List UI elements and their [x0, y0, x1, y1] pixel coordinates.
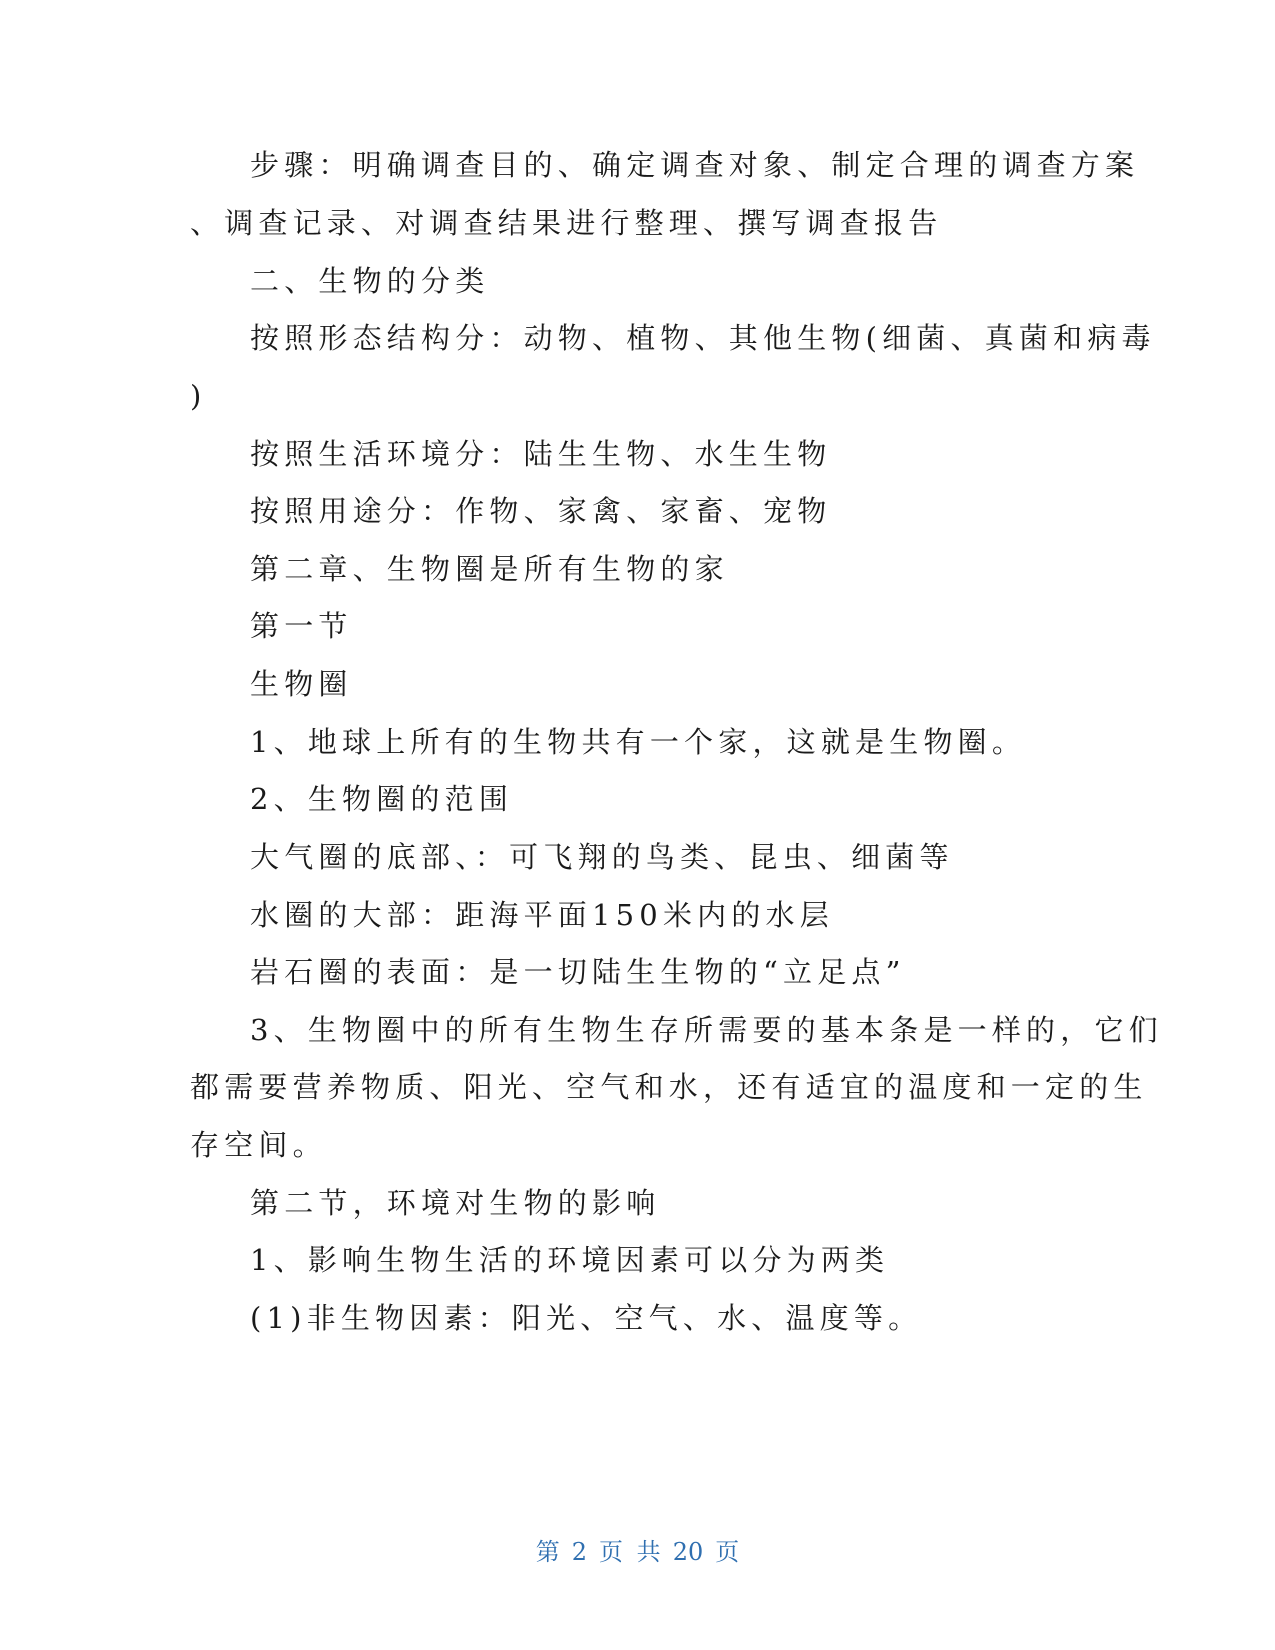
footer-total-pages: 20: [672, 1538, 704, 1566]
text-line: 1、地球上所有的生物共有一个家，这就是生物圈。: [250, 725, 1027, 759]
section-heading: 第一节: [250, 609, 353, 643]
text-line: 都需要营养物质、阳光、空气和水，还有适宜的温度和一定的生: [190, 1070, 1148, 1104]
footer-suffix: 页: [715, 1538, 740, 1566]
text-line: 水圈的大部：距海平面150米内的水层: [250, 898, 834, 932]
page-footer: [0, 1532, 1275, 1567]
text-line: 按照生活环境分：陆生生物、水生生物: [250, 437, 832, 471]
text-line: 、调查记录、对调查结果进行整理、撰写调查报告: [190, 206, 943, 240]
footer-page-number: 2: [571, 1538, 588, 1566]
section-heading: 生物圈: [250, 667, 353, 701]
text-line: 大气圈的底部、：可飞翔的鸟类、昆虫、细菌等: [250, 840, 954, 874]
chapter-heading: 第二章、生物圈是所有生物的家: [250, 552, 729, 586]
text-line: 3、生物圈中的所有生物生存所需要的基本条是一样的，它们: [250, 1013, 1163, 1047]
text-line: (1)非生物因素：阳光、空气、水、温度等。: [250, 1301, 923, 1335]
section-heading: 第二节，环境对生物的影响: [250, 1186, 661, 1220]
footer-middle: 页 共: [599, 1538, 661, 1566]
text-line: 存空间。: [190, 1128, 327, 1162]
text-line: 岩石圈的表面：是一切陆生生物的“立足点”: [250, 955, 906, 989]
text-line: 1、影响生物生活的环境因素可以分为两类: [250, 1243, 890, 1277]
text-line: ): [190, 379, 207, 413]
text-line: 2、生物圈的范围: [250, 782, 514, 816]
text-line: 按照形态结构分：动物、植物、其他生物(细菌、真菌和病毒: [250, 321, 1156, 355]
text-line: 按照用途分：作物、家禽、家畜、宠物: [250, 494, 832, 528]
section-heading: 二、生物的分类: [250, 264, 490, 298]
text-line: 步骤：明确调查目的、确定调查对象、制定合理的调查方案: [250, 148, 1140, 182]
footer-prefix: 第: [535, 1538, 560, 1566]
